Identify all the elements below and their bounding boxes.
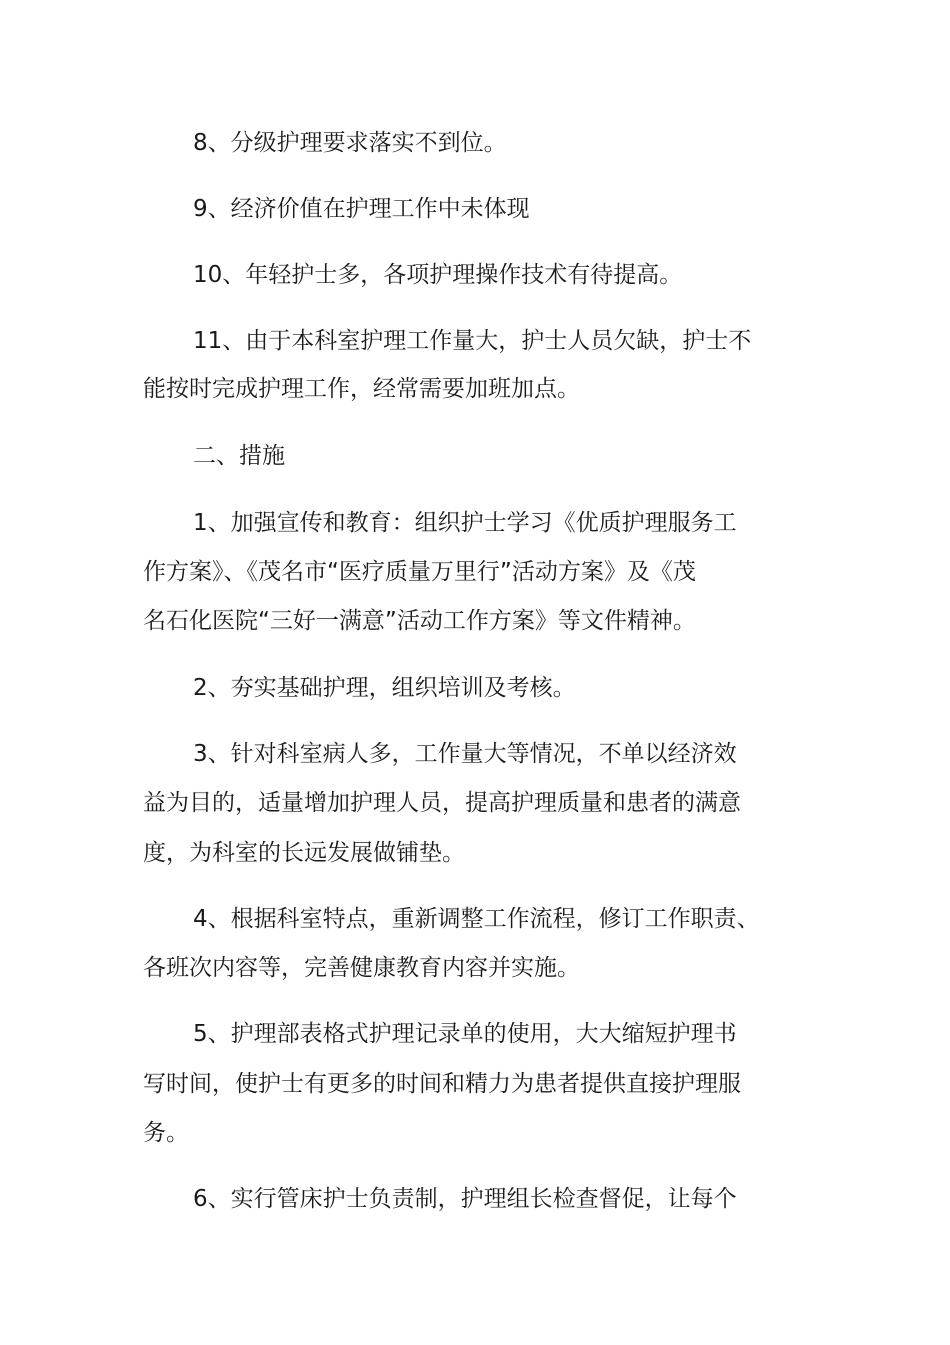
text-line-measure-1-cont: 名石化医院“三好一满意”活动工作方案》等文件精神。 bbox=[143, 608, 696, 634]
text-line-measure-3-cont: 度，为科室的长远发展做铺垫。 bbox=[143, 840, 465, 866]
text-line-measure-4-cont: 各班次内容等，完善健康教育内容并实施。 bbox=[143, 955, 580, 981]
text-line-measure-4: 4、根据科室特点，重新调整工作流程，修订工作职责、 bbox=[193, 906, 760, 932]
text-line-measure-6: 6、实行管床护士负责制，护理组长检查督促，让每个 bbox=[193, 1186, 737, 1212]
text-line-measure-3: 3、针对科室病人多，工作量大等情况，不单以经济效 bbox=[193, 741, 737, 767]
text-line-measure-5: 5、护理部表格式护理记录单的使用，大大缩短护理书 bbox=[193, 1021, 737, 1047]
text-line-measure-2: 2、夯实基础护理，组织培训及考核。 bbox=[193, 675, 576, 701]
text-line-item-10: 10、年轻护士多，各项护理操作技术有待提高。 bbox=[193, 262, 683, 288]
text-line-item-8: 8、分级护理要求落实不到位。 bbox=[193, 130, 507, 156]
text-line-measure-1-cont: 作方案》、《茂名市“医疗质量万里行”活动方案》及《茂 bbox=[143, 559, 696, 585]
text-line-measure-1: 1、加强宣传和教育：组织护士学习《优质护理服务工 bbox=[193, 510, 737, 536]
text-line-item-9: 9、经济价值在护理工作中未体现 bbox=[193, 196, 530, 222]
text-line-item-11: 11、由于本科室护理工作量大，护士人员欠缺，护士不 bbox=[193, 328, 752, 354]
section-heading-measures: 二、措施 bbox=[193, 443, 285, 469]
text-line-measure-3-cont: 益为目的，适量增加护理人员，提高护理质量和患者的满意 bbox=[143, 790, 741, 816]
text-line-measure-5-cont: 务。 bbox=[143, 1120, 189, 1146]
text-line-measure-5-cont: 写时间，使护士有更多的时间和精力为患者提供直接护理服 bbox=[143, 1071, 741, 1097]
text-line-item-11-cont: 能按时完成护理工作，经常需要加班加点。 bbox=[143, 376, 580, 402]
